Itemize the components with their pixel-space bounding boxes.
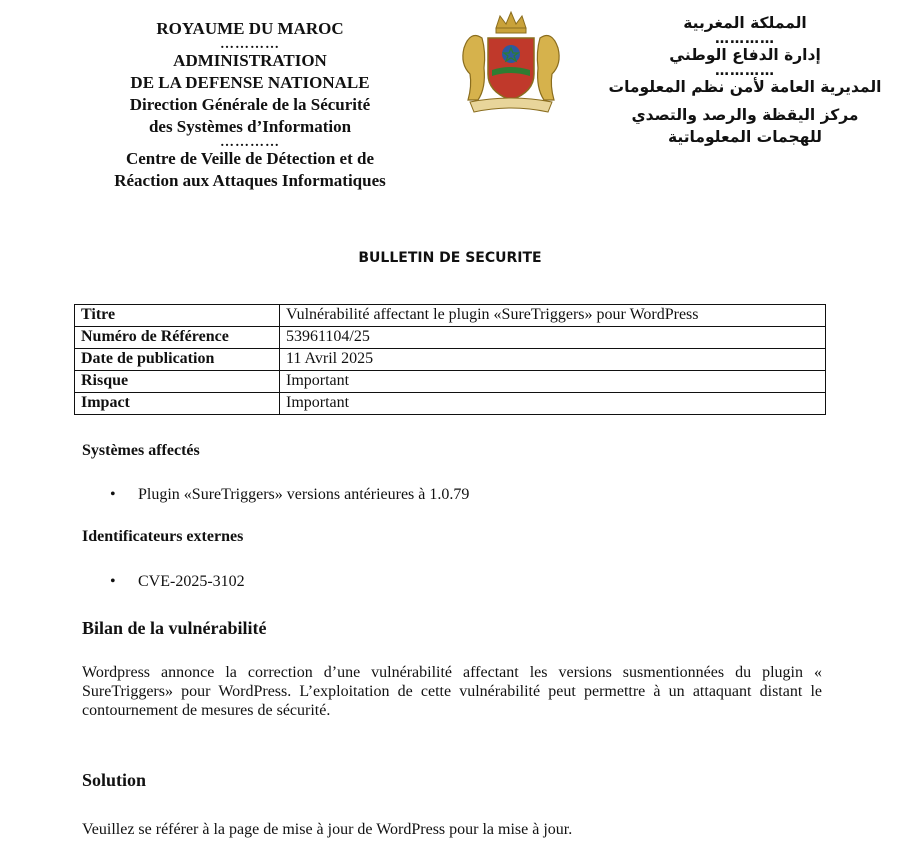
table-key: Date de publication <box>75 349 280 371</box>
bullet-icon: • <box>110 486 116 503</box>
header-fr-line: DE LA DEFENSE NATIONALE <box>130 73 370 92</box>
list-item-text: Plugin «SureTriggers» versions antérieures à 1.0.79 <box>138 486 470 503</box>
table-row <box>75 305 826 327</box>
table-row <box>75 371 826 393</box>
table-value: Important <box>280 371 826 393</box>
royal-coat-of-arms-icon <box>456 8 566 120</box>
table-value: 53961104/25 <box>280 327 826 349</box>
header-fr-line: ADMINISTRATION <box>173 51 327 70</box>
dotted-separator: ………… <box>220 37 280 52</box>
list-item-text: CVE-2025-3102 <box>138 573 245 590</box>
header-fr-line: des Systèmes d’Information <box>148 117 352 136</box>
section-title-affected: Systèmes affectés <box>82 442 200 459</box>
header-ar-line: للهجمات المعلوماتية <box>667 128 823 146</box>
table-row <box>75 393 826 415</box>
header-ar <box>600 12 890 148</box>
info-table <box>74 304 826 415</box>
header-fr-line: Centre de Veille de Détection et de <box>125 149 374 168</box>
dotted-separator: ………… <box>220 135 280 150</box>
list-item <box>110 486 469 504</box>
section-title-bilan: Bilan de la vulnérabilité <box>82 618 267 638</box>
header-ar-line: المملكة المغربية <box>683 14 807 32</box>
header-fr-line: Direction Générale de la Sécurité <box>129 95 371 114</box>
header-fr <box>90 18 410 192</box>
solution-paragraph: Veuillez se référer à la page de mise à jour de WordPress pour la mise à jour. <box>82 821 573 838</box>
table-key: Impact <box>75 393 280 415</box>
table-row <box>75 349 826 371</box>
table-value: Vulnérabilité affectant le plugin «SureTriggers» pour WordPress <box>280 305 826 327</box>
header-ar-line: إدارة الدفاع الوطني <box>669 46 821 64</box>
bulletin-title: BULLETIN DE SECURITE <box>358 250 542 266</box>
bullet-icon: • <box>110 573 116 590</box>
dotted-separator: ………… <box>715 63 775 79</box>
bilan-paragraph: Wordpress annonce la correction d’une vulnérabilité affectant les versions susmentionnées du plugin « SureTriggers» pour WordPress. L’exploitation de cette vulnérabilité peut permettre à un attaquant distant le contournement de mesures de sécurité. <box>82 664 822 719</box>
header-ar-line: المديرية العامة لأمن نظم المعلومات <box>608 78 882 96</box>
header-fr-line: Réaction aux Attaques Informatiques <box>114 171 386 190</box>
table-key: Titre <box>75 305 280 327</box>
dotted-separator: ………… <box>715 31 775 47</box>
section-title-solution: Solution <box>82 770 147 790</box>
table-row <box>75 327 826 349</box>
table-key: Risque <box>75 371 280 393</box>
header-ar-line: مركز اليقظة والرصد والتصدي <box>631 106 859 124</box>
table-value: Important <box>280 393 826 415</box>
section-title-identifiers: Identificateurs externes <box>82 528 244 545</box>
table-key: Numéro de Référence <box>75 327 280 349</box>
list-item <box>110 573 245 591</box>
header-fr-line: ROYAUME DU MAROC <box>156 19 344 38</box>
table-value: 11 Avril 2025 <box>280 349 826 371</box>
